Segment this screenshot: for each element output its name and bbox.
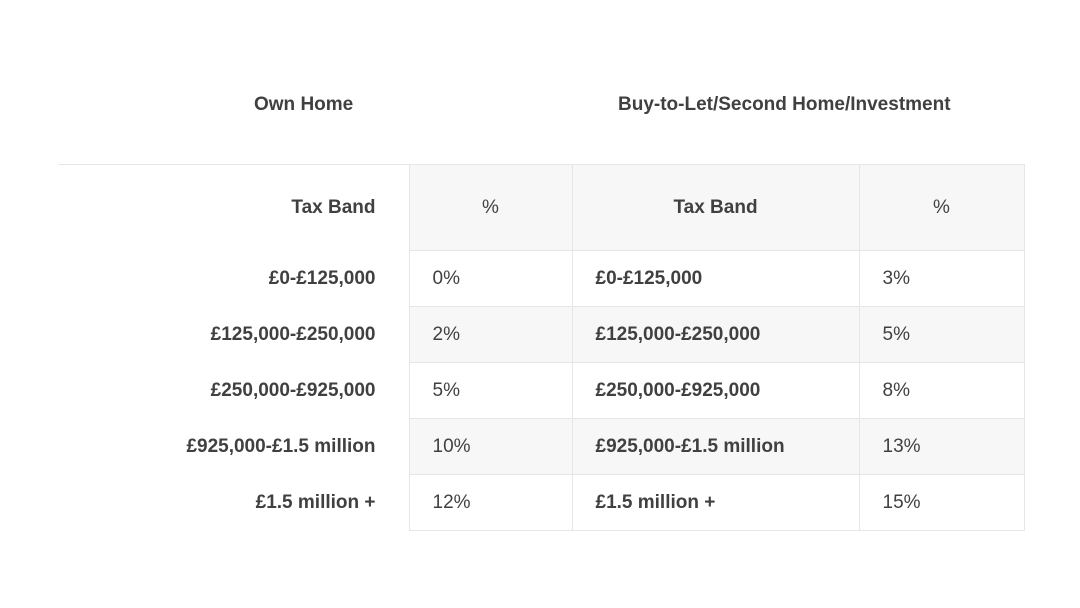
table-row: [58, 307, 1024, 363]
table-row: [58, 363, 1024, 419]
btl-tax-band-cell: £0-£125,000: [572, 251, 859, 307]
own-percent-header: %: [409, 165, 572, 251]
stamp-duty-table: [58, 164, 1025, 531]
own-tax-band-cell: £1.5 million +: [255, 491, 376, 513]
own-percent-cell: 0%: [409, 251, 572, 307]
btl-percent-cell: 3%: [859, 251, 1024, 307]
btl-percent-cell: 15%: [859, 475, 1024, 531]
table-row: [58, 475, 1024, 531]
own-percent-cell: 12%: [409, 475, 572, 531]
btl-tax-band-cell: £925,000-£1.5 million: [572, 419, 859, 475]
table-row: [58, 251, 1024, 307]
own-tax-band-cell: £125,000-£250,000: [210, 323, 376, 345]
btl-tax-band-cell: £125,000-£250,000: [572, 307, 859, 363]
btl-percent-cell: 8%: [859, 363, 1024, 419]
buy-to-let-heading: Buy-to-Let/Second Home/Investment: [618, 94, 951, 115]
btl-percent-header: %: [859, 165, 1024, 251]
btl-tax-band-header: Tax Band: [572, 165, 859, 251]
btl-tax-band-cell: £1.5 million +: [572, 475, 859, 531]
btl-percent-cell: 13%: [859, 419, 1024, 475]
table-row: [58, 419, 1024, 475]
own-home-heading: Own Home: [254, 94, 354, 115]
own-tax-band-cell: £0-£125,000: [268, 267, 376, 289]
btl-tax-band-cell: £250,000-£925,000: [572, 363, 859, 419]
own-tax-band-cell: £925,000-£1.5 million: [186, 435, 376, 457]
own-percent-cell: 10%: [409, 419, 572, 475]
own-percent-cell: 2%: [409, 307, 572, 363]
table-header-row: [58, 165, 1024, 251]
own-tax-band-header: Tax Band: [291, 196, 376, 218]
own-percent-cell: 5%: [409, 363, 572, 419]
btl-percent-cell: 5%: [859, 307, 1024, 363]
own-tax-band-cell: £250,000-£925,000: [210, 379, 376, 401]
